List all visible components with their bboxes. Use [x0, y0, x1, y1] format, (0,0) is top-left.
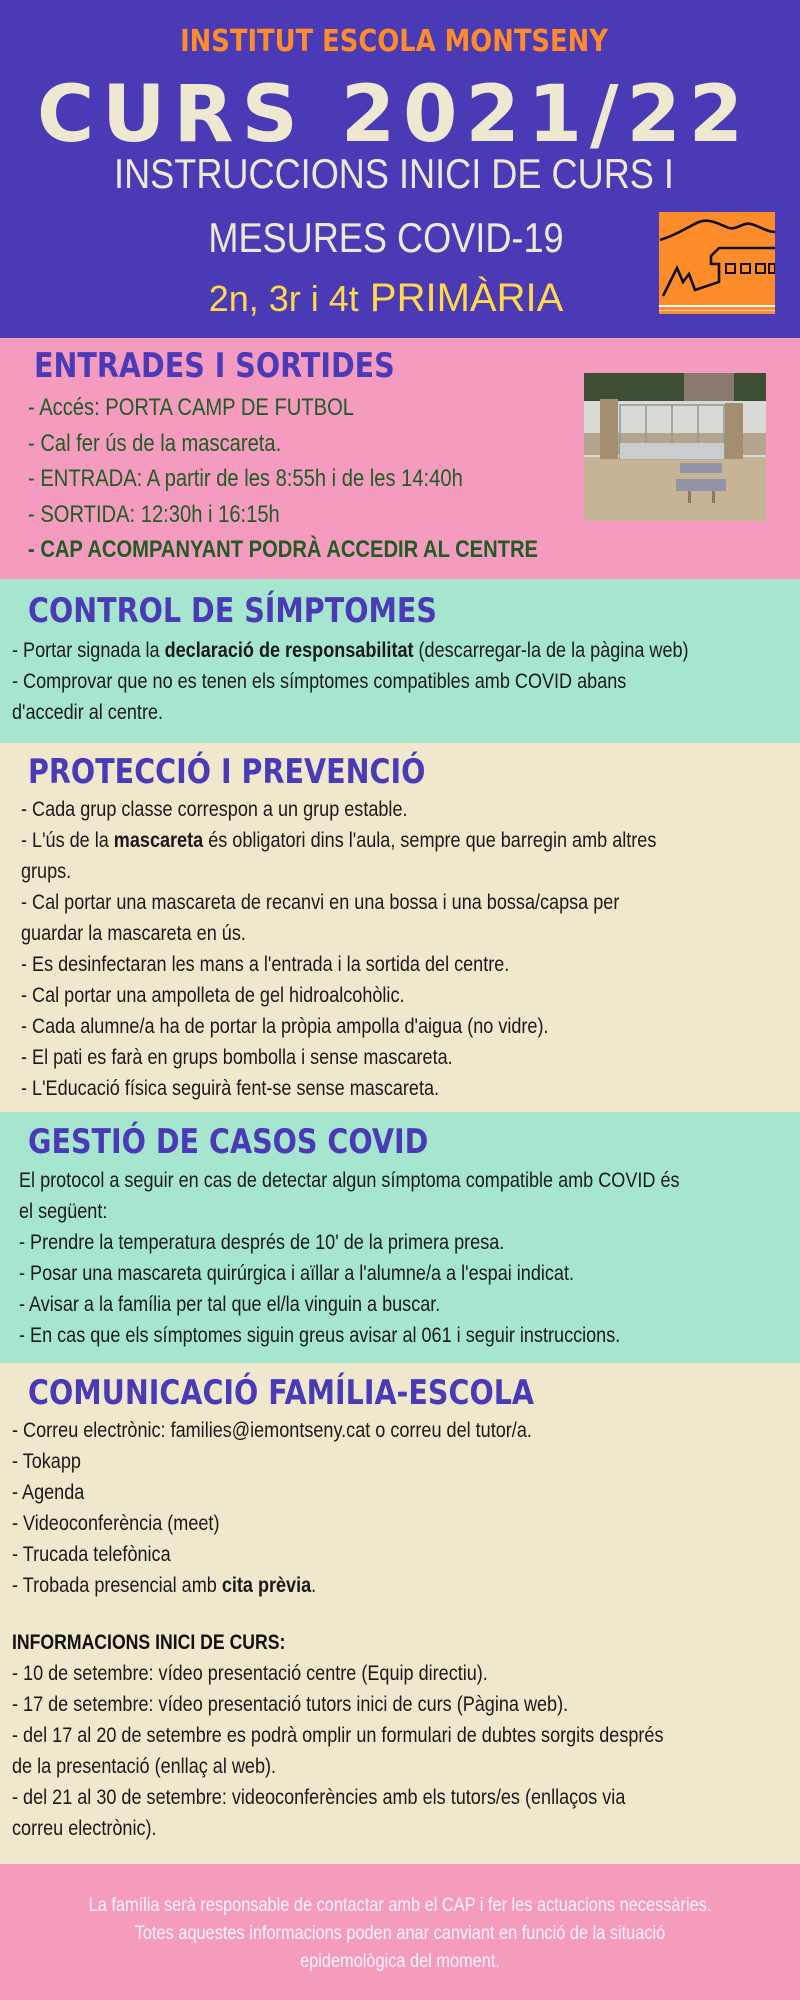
- list-item: - Cal portar una ampolleta de gel hidroalcohòlic.: [21, 984, 405, 1007]
- course-title: CURS 2021/22: [36, 70, 752, 160]
- section-entrades-sortides: [0, 338, 800, 579]
- section-proteccio-prevencio: [0, 743, 800, 1112]
- section-control-simptomes: [0, 579, 800, 743]
- entrades-list: [28, 390, 635, 568]
- comunicacio-list: [12, 1415, 617, 1601]
- gestio-list: [19, 1165, 787, 1351]
- list-item-warning: - CAP ACOMPANYANT PODRÀ ACCEDIR AL CENTRE: [28, 536, 539, 563]
- section-title: GESTIÓ DE CASOS COVID: [28, 1122, 429, 1162]
- footer-notice: [0, 1864, 800, 2000]
- list-item: - El pati es farà en grups bombolla i sense mascareta.: [21, 1046, 453, 1069]
- list-item: - Cal portar una mascareta de recanvi en una bossa i una bossa/capsa per: [21, 891, 620, 914]
- list-item: correu electrònic).: [12, 1817, 157, 1840]
- informacions-list: [12, 1658, 770, 1844]
- list-item: - Cal fer ús de la mascareta.: [28, 429, 282, 457]
- list-item: - Prendre la temperatura després de 10' de la primera presa.: [19, 1231, 505, 1254]
- list-item: - L'ús de la mascareta és obligatori dins l'aula, sempre que barregin amb altres: [21, 829, 657, 852]
- list-item: - ENTRADA: A partir de les 8:55h i de les 14:40h: [28, 465, 463, 492]
- list-item: - del 21 al 30 de setembre: videoconferències amb els tutors/es (enllaços via: [12, 1786, 626, 1809]
- list-item: d'accedir al centre.: [12, 701, 164, 724]
- list-item: - Videoconferència (meet): [12, 1512, 220, 1535]
- header-banner: [0, 0, 800, 338]
- list-item: guardar la mascareta en ús.: [21, 922, 246, 945]
- proteccio-list: [21, 794, 760, 1104]
- list-item: el següent:: [19, 1200, 108, 1223]
- control-list: [12, 635, 800, 728]
- informacions-heading: INFORMACIONS INICI DE CURS:: [12, 1631, 286, 1654]
- list-item: - Es desinfectaran les mans a l'entrada i la sortida del centre.: [21, 953, 510, 976]
- subtitle-covid-measures: MESURES COVID-19: [208, 214, 564, 261]
- list-item: - L'Educació física seguirà fent-se sense mascareta.: [21, 1077, 440, 1100]
- section-title: ENTRADES I SORTIDES: [34, 346, 395, 386]
- list-item: de la presentació (enllaç al web).: [12, 1755, 277, 1778]
- subtitle-instructions: INSTRUCCIONS INICI DE CURS I: [114, 150, 674, 197]
- list-item: - Tokapp: [12, 1450, 81, 1473]
- school-gate-photo: [584, 373, 766, 521]
- list-item: - 10 de setembre: vídeo presentació centre (Equip directiu).: [12, 1662, 488, 1685]
- list-item: - SORTIDA: 12:30h i 16:15h: [28, 500, 280, 528]
- section-gestio-casos: [0, 1112, 800, 1363]
- list-item: - Comprovar que no es tenen els símptomes compatibles amb COVID abans: [12, 670, 627, 693]
- list-item: - Avisar a la família per tal que el/la vinguin a buscar.: [19, 1293, 441, 1316]
- school-name: INSTITUT ESCOLA MONTSENY: [180, 24, 608, 59]
- list-item: - Cada alumne/a ha de portar la pròpia ampolla d'aigua (no vidre).: [21, 1015, 549, 1038]
- list-item: - En cas que els símptomes siguin greus avisar al 061 i seguir instruccions.: [19, 1324, 621, 1347]
- section-title: CONTROL DE SÍMPTOMES: [28, 591, 438, 631]
- list-item: - 17 de setembre: vídeo presentació tutors inici de curs (Pàgina web).: [12, 1693, 569, 1716]
- list-item: El protocol a seguir en cas de detectar algun símptoma compatible amb COVID és: [19, 1169, 680, 1192]
- list-item: grups.: [21, 860, 72, 883]
- footer-line: La família serà responsable de contactar amb el CAP i fer les actuacions necessàries.: [88, 1895, 712, 1916]
- list-item: - Cada grup classe correspon a un grup estable.: [21, 798, 408, 821]
- footer-text: [0, 1892, 800, 1976]
- footer-line: Totes aquestes informacions poden anar canviant en funció de la situació: [134, 1923, 666, 1944]
- list-item: - Portar signada la declaració de responsabilitat (descarregar-la de la pàgina web): [12, 639, 689, 662]
- section-title: PROTECCIÓ I PREVENCIÓ: [28, 752, 426, 792]
- grades-prefix: 2n, 3r i 4t: [208, 278, 359, 319]
- list-item: - Agenda: [12, 1481, 85, 1504]
- list-item: - del 17 al 20 de setembre es podrà omplir un formulari de dubtes sorgits després: [12, 1724, 664, 1747]
- section-comunicacio-familia: [0, 1363, 800, 1864]
- list-item: - Trucada telefònica: [12, 1543, 171, 1566]
- list-item: - Posar una mascareta quirúrgica i aïllar a l'alumne/a a l'espai indicat.: [19, 1262, 574, 1285]
- school-logo-icon: [659, 212, 775, 314]
- grades-level: PRIMÀRIA: [369, 276, 564, 320]
- list-item: - Trobada presencial amb cita prèvia.: [12, 1574, 317, 1597]
- list-item-email: - Correu electrònic: families@iemontseny.cat o correu del tutor/a.: [12, 1419, 532, 1442]
- footer-line: epidemològica del moment.: [300, 1951, 500, 1972]
- section-title: COMUNICACIÓ FAMÍLIA-ESCOLA: [28, 1373, 535, 1413]
- list-item: - Accés: PORTA CAMP DE FUTBOL: [28, 394, 354, 421]
